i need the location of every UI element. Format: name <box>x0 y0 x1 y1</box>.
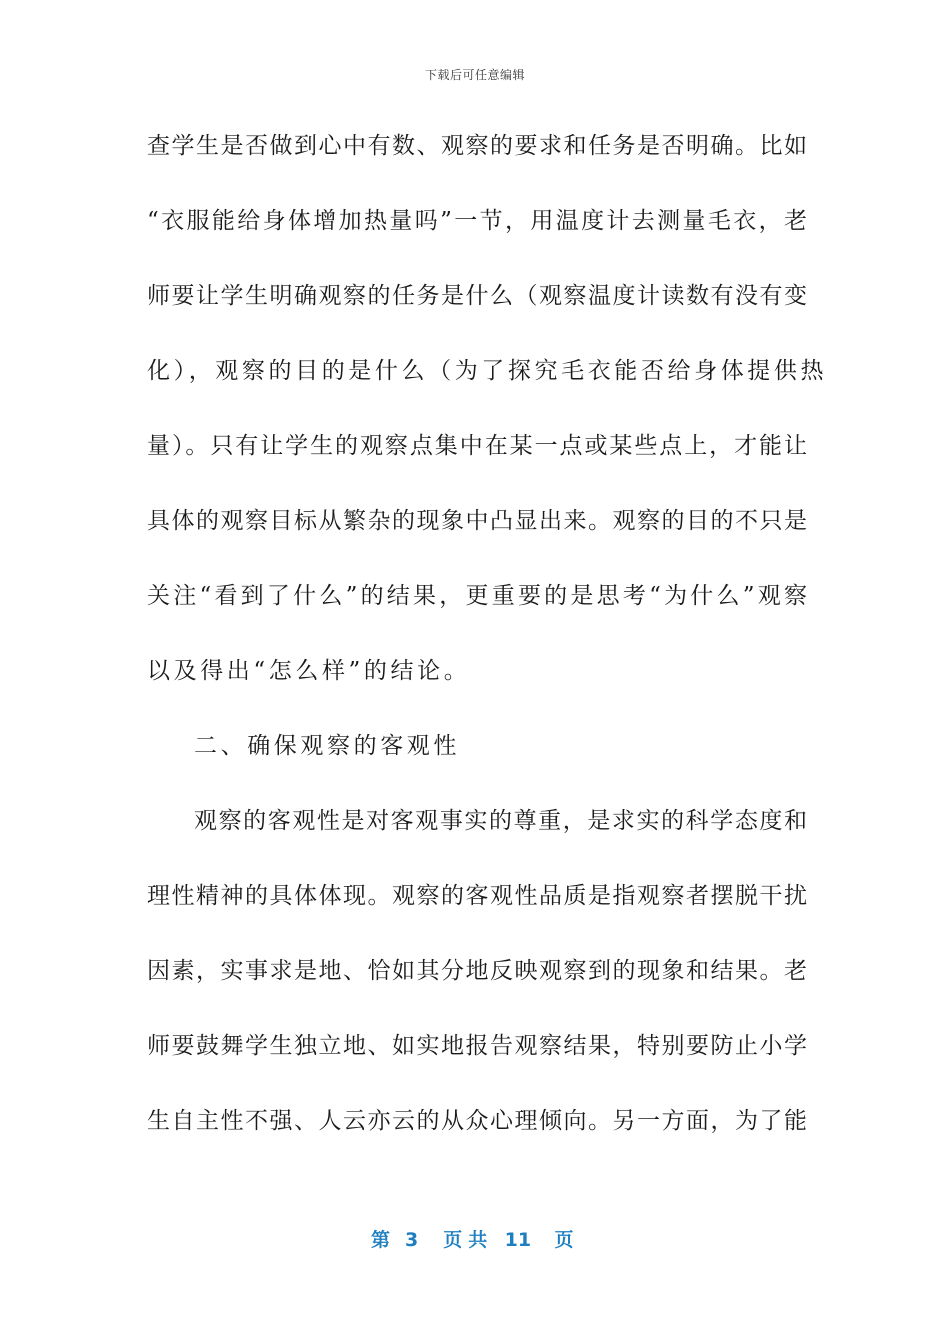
text-line: 以及得出“怎么样”的结论。 <box>147 658 471 684</box>
text-line: 查学生是否做到心中有数、观察的要求和任务是否明确。比如 <box>147 133 807 159</box>
text-line: 理性精神的具体体现。观察的客观性品质是指观察者摆脱干扰 <box>147 883 807 909</box>
text-line: 观察的客观性是对客观事实的尊重，是求实的科学态度和 <box>194 808 807 834</box>
text-line: 生自主性不强、人云亦云的从众心理倾向。另一方面，为了能 <box>147 1108 807 1134</box>
section-heading: 二、确保观察的客观性 <box>194 733 460 759</box>
page-number-footer <box>371 1225 574 1252</box>
text-line: 具体的观察目标从繁杂的现象中凸显出来。观察的目的不只是 <box>147 508 807 534</box>
text-line: 量）。只有让学生的观察点集中在某一点或某些点上，才能让 <box>147 433 807 459</box>
text-line: 因素，实事求是地、恰如其分地反映观察到的现象和结果。老 <box>147 958 807 984</box>
text-line: 关注“看到了什么”的结果，更重要的是思考“为什么”观察 <box>147 583 807 609</box>
text-line: 化），观察的目的是什么（为了探究毛衣能否给身体提供热 <box>147 358 828 384</box>
text-line: 师要让学生明确观察的任务是什么（观察温度计读数有没有变 <box>147 283 807 309</box>
footer-middle: 页共 <box>443 1229 494 1251</box>
current-page-number: 3 <box>405 1229 419 1251</box>
page-header-watermark: 下载后可任意编辑 <box>424 68 525 82</box>
text-line: 师要鼓舞学生独立地、如实地报告观察结果，特别要防止小学 <box>147 1033 807 1059</box>
footer-prefix: 第 <box>371 1229 391 1251</box>
text-line: “衣服能给身体增加热量吗”一节，用温度计去测量毛衣，老 <box>147 208 807 234</box>
total-pages-number: 11 <box>504 1229 532 1251</box>
footer-suffix: 页 <box>554 1229 574 1251</box>
